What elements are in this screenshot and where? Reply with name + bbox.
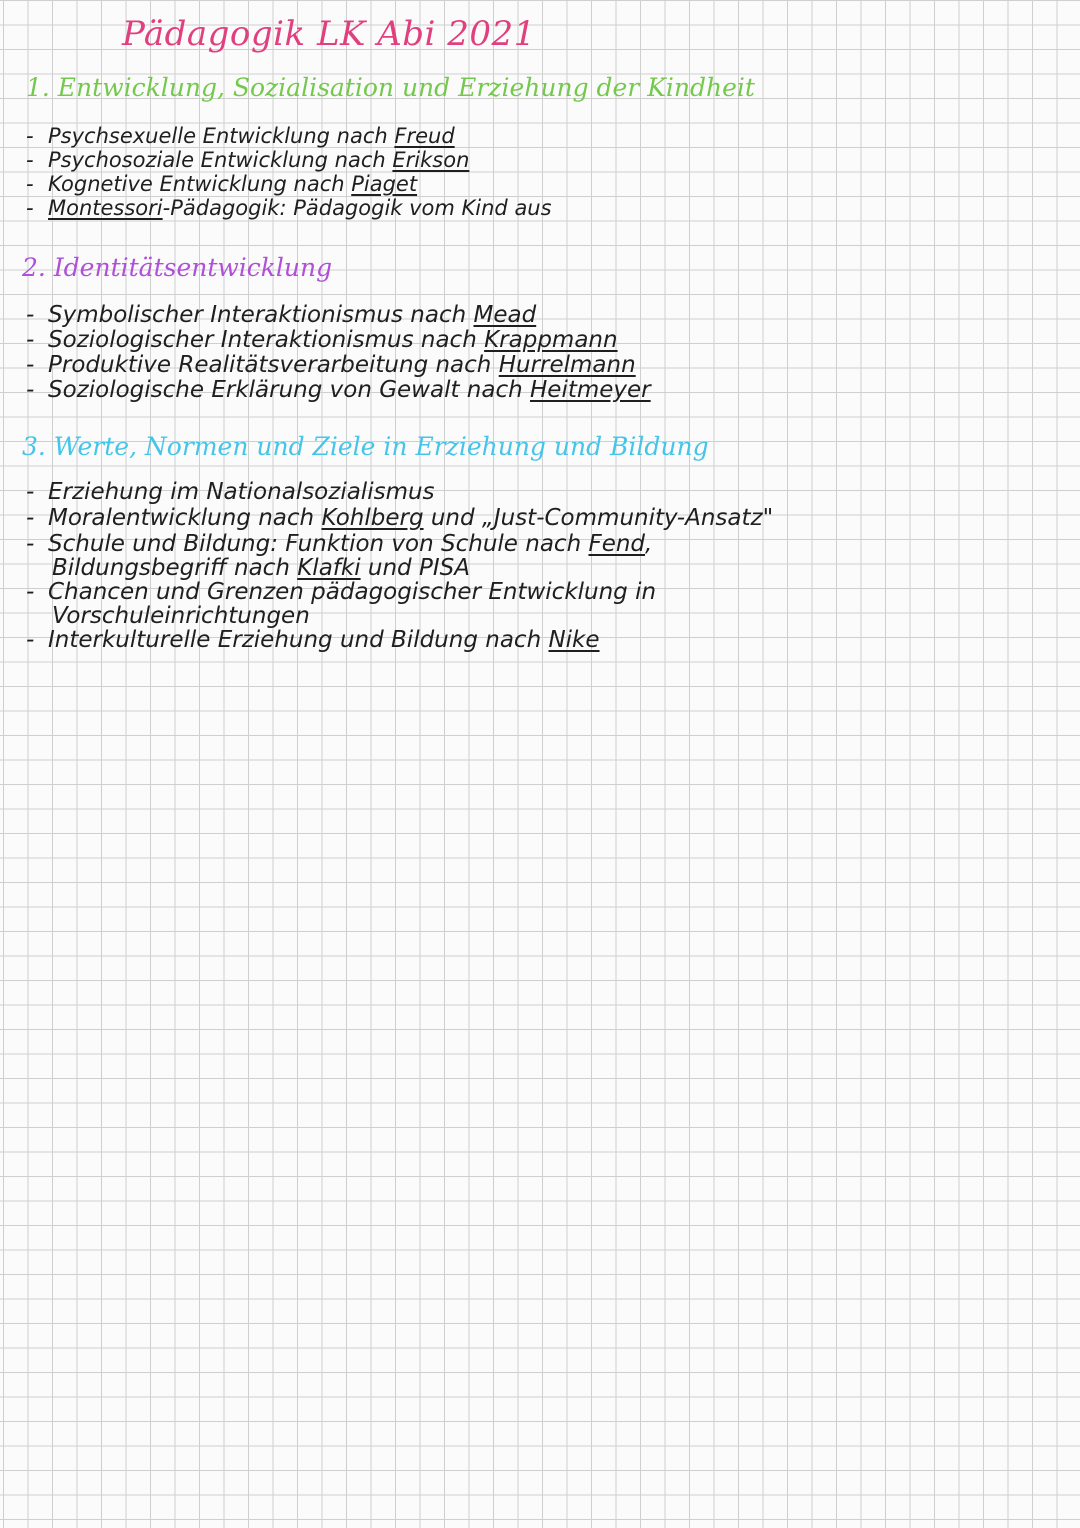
list-item-continuation: Vorschuleinrichtungen [52,603,310,629]
theorist-name: Erikson [392,148,470,172]
list-item: - Interkulturelle Erziehung und Bildung nach Nike [26,627,600,653]
section-1-list [26,124,552,220]
list-item: - Soziologischer Interaktionismus nach Krappmann [26,327,618,353]
list-item: - Psychsexuelle Entwicklung nach Freud [26,124,455,148]
section-2-list [26,303,651,403]
section-1-heading: 1. Entwicklung, Sozialisation und Erziehung der Kindheit [26,73,755,102]
theorist-name: Hurrelmann [498,352,636,378]
theorist-name: Mead [473,302,537,328]
theorist-name: Klafki [297,555,361,581]
list-item: - Kognetive Entwicklung nach Piaget [26,172,418,196]
list-item: - Symbolischer Interaktionismus nach Mead [26,302,537,328]
theorist-name: Freud [394,124,455,148]
theorist-name: Nike [548,627,600,653]
page-title: Pädagogik LK Abi 2021 [122,14,536,54]
list-item: - Schule und Bildung: Funktion von Schule nach Fend, Bildungsbegriff nach Klafki und PISA [26,531,773,579]
list-item: - Erziehung im Nationalsozialismus [26,479,435,505]
list-item: - Chancen und Grenzen pädagogischer Entwicklung in Vorschuleinrichtungen [26,579,773,627]
theorist-name: Montessori [48,196,163,220]
section-2-heading: 2. Identitätsentwicklung [22,253,333,282]
list-item: - Montessori-Pädagogik: Pädagogik vom Kind aus [26,196,552,220]
section-3-heading: 3. Werte, Normen und Ziele in Erziehung und Bildung [22,432,709,461]
theorist-name: Piaget [351,172,418,196]
list-item: - Moralentwicklung nach Kohlberg und „Just-Community-Ansatz" [26,505,774,531]
list-item: - Soziologische Erklärung von Gewalt nach Heitmeyer [26,377,651,403]
theorist-name: Kohlberg [321,505,424,531]
list-item: - Produktive Realitätsverarbeitung nach Hurrelmann [26,352,636,378]
theorist-name: Fend [588,531,646,557]
list-item-continuation: Bildungsbegriff nach Klafki und PISA [52,555,470,581]
theorist-name: Heitmeyer [530,377,651,403]
section-3-list [26,479,773,653]
theorist-name: Krappmann [484,327,618,353]
list-item: - Psychosoziale Entwicklung nach Erikson [26,148,470,172]
